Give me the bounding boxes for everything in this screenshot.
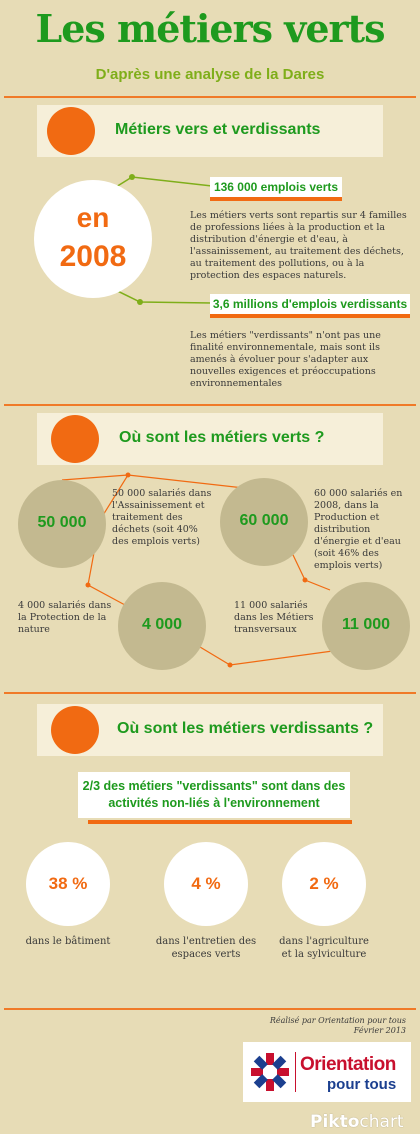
watermark-part: Pikto	[310, 1112, 360, 1132]
banner-title: Où sont les métiers verts ?	[119, 429, 325, 446]
stat-circle	[26, 842, 110, 926]
green-jobs-text: Les métiers verts sont repartis sur 4 familles de professions liées à la production et la distribution d'énergie et d'eau, à l'assainissement, au traitement des déchets, au traitement des pollutions, ou à la protection des espaces naturels.	[190, 210, 407, 281]
year-value: 2008	[59, 240, 127, 273]
page-subtitle: D'après une analyse de la Dares	[95, 66, 325, 83]
greening-jobs-label: 3,6 millions d'emplois verdissants	[210, 294, 410, 314]
watermark	[310, 1112, 404, 1132]
value-circle	[18, 480, 106, 568]
logo-text-line2: pour tous	[327, 1076, 397, 1093]
banner-title: Métiers vers et verdissants	[115, 121, 321, 138]
section-banner-3	[37, 704, 383, 756]
logo-mark-icon	[249, 1051, 291, 1093]
page-title: Les métiers verts	[35, 6, 385, 51]
value-number: 11 000	[341, 616, 391, 633]
label-underline	[88, 820, 352, 824]
stat-label: dans l'agriculture et la sylviculture	[279, 936, 369, 960]
greening-jobs-text: Les métiers "verdissants" n'ont pas une finalité environnementale, mais sont ils amenés à évoluer pour s'adapter aux nouvelles exigences et préoccupations environnementales	[190, 330, 381, 389]
watermark-part: chart	[359, 1112, 404, 1132]
stat-value: 38 %	[48, 874, 88, 893]
stat-circle	[282, 842, 366, 926]
logo-text-line1: Orientation	[300, 1054, 396, 1075]
value-number: 4 000	[141, 616, 183, 633]
value-description: 50 000 salariés dans l'Assainissement et traitement des déchets (soit 40% des emplois verts)	[112, 488, 212, 547]
stat-value: 2 %	[309, 874, 339, 893]
year-prefix: en	[76, 202, 110, 233]
value-description: 60 000 salariés en 2008, dans la Production et distribution d'énergie et d'eau (soit 46% des emplois verts)	[314, 488, 403, 571]
stat-circle	[164, 842, 248, 926]
value-description: 4 000 salariés dans la Protection de la nature	[18, 600, 112, 635]
divider	[4, 692, 416, 694]
stat-label: dans l'entretien des espaces verts	[155, 936, 257, 960]
divider	[4, 1008, 416, 1010]
orange-dot-icon	[51, 706, 99, 754]
brand-logo	[243, 1042, 411, 1102]
credit-date: Février 2013	[353, 1026, 406, 1035]
value-number: 60 000	[239, 512, 289, 529]
value-circle	[220, 478, 308, 566]
value-circle	[118, 582, 206, 670]
credit-author: Réalisé par Orientation pour tous	[269, 1016, 406, 1025]
value-circle	[322, 582, 410, 670]
green-jobs-label: 136 000 emplois verts	[210, 177, 342, 197]
value-number: 50 000	[37, 514, 87, 531]
headline-box: 2/3 des métiers "verdissants" sont dans des activités non-liés à l'environnement	[78, 772, 350, 818]
value-description: 11 000 salariés dans les Métiers transversaux	[234, 600, 314, 635]
stat-value: 4 %	[191, 874, 221, 893]
stat-label: dans le bâtiment	[25, 936, 111, 947]
banner-title: Où sont les métiers verdissants ?	[117, 720, 374, 737]
logo-separator	[295, 1052, 296, 1092]
